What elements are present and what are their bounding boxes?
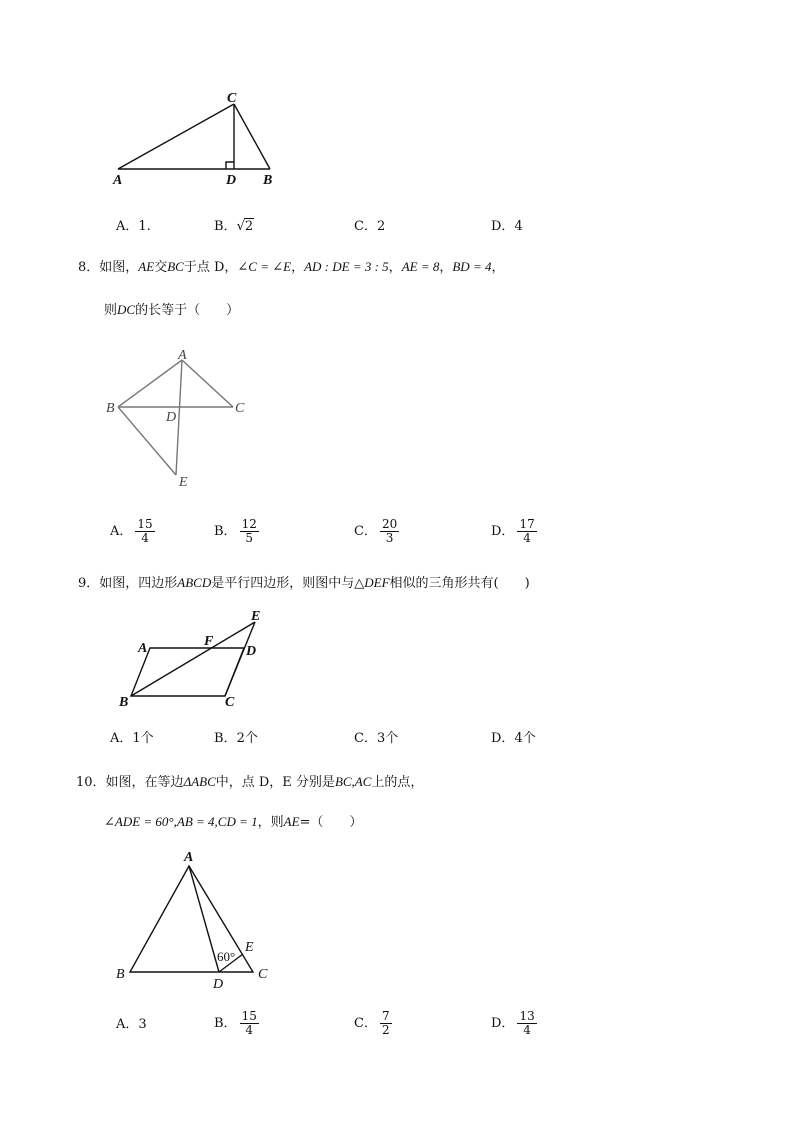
- q9-stem: [78, 574, 530, 593]
- q10-ae: AE: [283, 814, 300, 829]
- q8-stem-line2: [104, 301, 239, 320]
- q10-segment-ad: [189, 866, 219, 972]
- q9-option-c[interactable]: [354, 731, 398, 747]
- q7-segment-ac: [118, 104, 234, 169]
- q8-text: 交: [154, 260, 168, 275]
- q8-option-d[interactable]: [491, 518, 537, 545]
- q9-text: 如图，四边形: [99, 576, 178, 591]
- q10-abc: ΔABC: [183, 774, 216, 789]
- q10-label-d: D: [213, 977, 224, 992]
- q8-ae-condition: AE = 8: [401, 259, 440, 274]
- q7-option-b-sqrt: √2: [236, 219, 254, 234]
- q8-option-c-fraction: [380, 518, 399, 545]
- q8-option-c-letter: C．: [354, 524, 377, 539]
- q10-stem-line1: [76, 773, 423, 792]
- q10-label-a: A: [184, 850, 194, 865]
- q10-option-a-value: 3: [138, 1017, 147, 1032]
- q9-abcd: ABCD: [177, 575, 212, 590]
- q10-option-b-fraction: [240, 1010, 259, 1037]
- q8-text: 的长等于（ ）: [135, 303, 240, 318]
- q8-label-d: D: [166, 410, 177, 425]
- q8-figure: [0, 340, 794, 500]
- q9-option-c-value: 3个: [376, 731, 399, 746]
- q7-option-a[interactable]: [116, 219, 151, 235]
- q8-option-b-den: 5: [245, 531, 254, 545]
- q8-ratio-condition: AD : DE = 3 : 5: [304, 259, 389, 274]
- q8-option-a-fraction: [135, 518, 154, 545]
- q10-stem-line2: [104, 813, 362, 832]
- q8-option-b-num: 12: [241, 517, 257, 531]
- q8-separator: ，: [491, 260, 505, 275]
- q8-segment-ac: [182, 360, 233, 407]
- q10-option-c-letter: C．: [354, 1016, 377, 1031]
- q7-option-b-letter: B．: [214, 219, 237, 234]
- q9-option-a-letter: A．: [110, 731, 133, 746]
- q8-segment-ae: [176, 360, 182, 475]
- q9-option-c-letter: C．: [354, 731, 377, 746]
- q8-ae: AE: [138, 259, 155, 274]
- q7-option-c-letter: C．: [354, 219, 377, 234]
- q9-parallelogram-abcd: [131, 648, 244, 696]
- q9-option-a-value: 1个: [132, 731, 154, 746]
- q9-option-a[interactable]: [110, 731, 154, 747]
- q9-option-d-letter: D．: [491, 731, 515, 746]
- q7-label-a: A: [113, 173, 123, 188]
- q10-option-b-num: 15: [241, 1009, 257, 1023]
- q9-parallelogram-figure: [0, 600, 794, 715]
- q9-segment-ce: [225, 622, 255, 696]
- q7-option-c-value: 2: [376, 219, 386, 234]
- q9-option-d-value: 4个: [514, 731, 536, 746]
- q10-text: ，则: [257, 815, 284, 830]
- q8-bc: BC: [167, 259, 184, 274]
- q9-label-e: E: [251, 609, 261, 624]
- q8-option-d-fraction: [517, 518, 536, 545]
- q7-option-a-value: 1.: [138, 219, 151, 234]
- q10-number: 10．: [76, 775, 106, 790]
- q7-option-d-value: 4: [514, 219, 523, 234]
- q8-stem-line1: [78, 258, 504, 277]
- q10-option-b[interactable]: [214, 1010, 259, 1037]
- q9-number: 9．: [78, 576, 100, 591]
- q10-option-b-letter: B．: [214, 1016, 237, 1031]
- q8-label-a: A: [178, 348, 187, 363]
- q10-label-b: B: [116, 967, 125, 982]
- q10-label-e: E: [245, 940, 254, 955]
- q7-option-a-letter: A．: [116, 219, 139, 234]
- q8-separator: ，: [388, 260, 402, 275]
- q9-text: 相似的三角形共有( ): [389, 576, 530, 591]
- q9-label-d: D: [246, 644, 257, 659]
- q9-option-b[interactable]: [214, 731, 258, 747]
- q8-text: 如图，: [99, 260, 139, 275]
- q8-label-b: B: [106, 401, 115, 416]
- q10-option-c-den: 2: [381, 1023, 390, 1037]
- q9-label-b: B: [119, 695, 129, 710]
- q8-option-b[interactable]: [214, 518, 259, 545]
- q8-label-e: E: [179, 475, 188, 490]
- q8-option-a-letter: A．: [110, 524, 133, 539]
- q8-option-c[interactable]: [354, 518, 399, 545]
- q9-option-d[interactable]: [491, 731, 536, 747]
- q8-option-b-fraction: [240, 518, 259, 545]
- q10-bc-ac: BC,AC: [334, 774, 372, 789]
- q10-text: 中，点 D，E 分别是: [215, 775, 335, 790]
- q7-option-c[interactable]: [354, 219, 385, 235]
- q10-option-d-fraction: [517, 1010, 536, 1037]
- q8-dc: DC: [117, 302, 136, 317]
- q10-text: 如图，在等边: [105, 775, 184, 790]
- q9-label-c: C: [225, 695, 235, 710]
- q10-label-c: C: [258, 967, 268, 982]
- q9-label-f: F: [204, 634, 214, 649]
- q7-label-b: B: [263, 173, 273, 188]
- q10-option-a[interactable]: [116, 1017, 147, 1033]
- q8-bd-condition: BD = 4: [452, 259, 492, 274]
- q9-def: △DEF: [354, 575, 390, 590]
- q8-option-d-den: 4: [523, 531, 531, 545]
- q9-label-a: A: [138, 641, 148, 656]
- q10-option-c-fraction: [380, 1010, 392, 1037]
- q7-option-b-radicand: 2: [244, 219, 254, 234]
- q10-text: =（ ）: [299, 815, 363, 830]
- q8-segment-ba: [118, 360, 182, 407]
- q7-segment-cb: [234, 104, 270, 169]
- q8-angle-condition: ∠C = ∠E: [237, 259, 292, 274]
- q8-number: 8．: [78, 260, 100, 275]
- q8-separator: ，: [439, 260, 453, 275]
- q7-label-d: D: [226, 173, 237, 188]
- q8-text: 则: [104, 303, 118, 318]
- q8-option-a-num: 15: [137, 517, 153, 531]
- q8-option-d-letter: D．: [491, 524, 515, 539]
- q10-option-d-letter: D．: [491, 1016, 515, 1031]
- q8-option-a[interactable]: [110, 518, 155, 545]
- q7-right-angle-mark: [226, 162, 234, 169]
- q8-option-d-num: 17: [519, 517, 535, 531]
- q9-option-b-letter: B．: [214, 731, 237, 746]
- q10-condition: ∠ADE = 60°,AB = 4,CD = 1: [104, 814, 258, 829]
- q10-option-c[interactable]: [354, 1010, 392, 1037]
- q10-option-d-den: 4: [523, 1023, 531, 1037]
- q7-option-d-letter: D．: [491, 219, 515, 234]
- q10-figure: [0, 840, 794, 1000]
- q8-option-c-den: 3: [385, 531, 394, 545]
- q8-option-c-num: 20: [381, 517, 398, 531]
- q7-option-d[interactable]: [491, 219, 523, 235]
- q9-text: 是平行四边形，则图中与: [211, 576, 355, 591]
- q10-option-d-num: 13: [519, 1009, 535, 1023]
- q10-option-b-den: 4: [245, 1023, 254, 1037]
- q7-triangle-figure: [0, 0, 794, 200]
- q8-label-c: C: [235, 401, 245, 416]
- q8-option-a-den: 4: [141, 531, 149, 545]
- q9-option-b-value: 2个: [236, 731, 258, 746]
- q10-option-c-num: 7: [381, 1009, 390, 1023]
- q10-option-d[interactable]: [491, 1010, 537, 1037]
- q7-option-b[interactable]: [214, 219, 254, 235]
- q8-option-b-letter: B．: [214, 524, 237, 539]
- q10-angle-label: 60°: [217, 949, 236, 964]
- q8-separator: ，: [291, 260, 305, 275]
- q7-label-c: C: [227, 91, 237, 106]
- q10-text: 上的点，: [371, 775, 424, 790]
- q8-text: 于点 D，: [183, 260, 238, 275]
- q9-segment-be: [131, 622, 255, 696]
- q10-option-a-letter: A．: [116, 1017, 139, 1032]
